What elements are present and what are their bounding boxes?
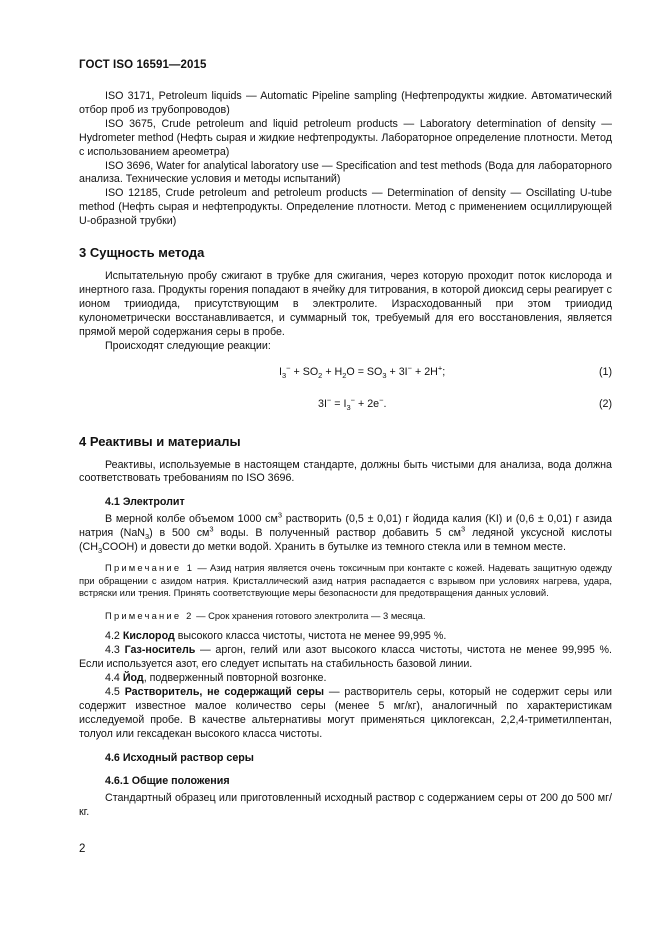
reference-item: ISO 12185, Crude petroleum and petroleum products — Determination of density — Oscillating U-tube method (Нефть сырая и нефтепродукты. Определение плотности. Метод с применением осциллирующей U-образной трубки): [79, 187, 612, 228]
equation-number: (2): [598, 397, 612, 410]
note-1: Примечание 1 — Азид натрия является очень токсичным при контакте с кожей. Надевать защитную одежду при обращении с азидом натрия. Кристаллический азид натрия распадается с взрывом при условиях нагрева, удара, встряски или трения. Принять соответствующие меры безопасности для предотвращения данных условий.: [79, 562, 612, 599]
subsection-heading: 4.6.1 Общие положения: [105, 774, 230, 787]
paragraph: Происходят следующие реакции:: [105, 339, 271, 352]
paragraph: Стандартный образец или приготовленный исходный раствор с содержанием серы от 200 до 500 мг/кг.: [79, 791, 612, 818]
reference-item: ISO 3696, Water for analytical laboratory use — Specification and test methods (Вода для лабораторного анализа. Технические условия и методы испытаний): [79, 159, 612, 186]
paragraph: Испытательную пробу сжигают в трубке для сжигания, через которую проходит поток кислорода и инертного газа. Продукты горения попадают в ячейку для титрования, в которой диоксид серы реагирует с ионом трииодида, присутствующим в электролите. Израсходованный при этом трииодид кулонометрически восстанавливается, и суммарный ток, требуемый для его восстановления, является прямой мерой содержания серы в пробе.: [79, 270, 612, 338]
page-content: [79, 90, 612, 819]
equation-2: [79, 394, 612, 418]
paragraph: 4.3 Газ-носитель — аргон, гелий или азот высокого класса чистоты, чистота не менее 99,995 %. Если используется азот, его следует испытать на стабильность базовой линии.: [79, 644, 613, 671]
paragraph: 4.2 Кислород высокого класса чистоты, чистота не менее 99,995 %.: [105, 630, 447, 643]
equation-expression: $3I^- = I_3^- + 2e^-$.: [318, 394, 387, 412]
subsection-heading: 4.1 Электролит: [105, 496, 185, 509]
paragraph: Реактивы, используемые в настоящем стандарте, должны быть чистыми для анализа, вода должна соответствовать требованиям по ISO 3696.: [79, 458, 612, 485]
equation-1: [79, 362, 612, 386]
note-2: Примечание 2 — Срок хранения готового электролита — 3 месяца.: [105, 609, 426, 621]
paragraph: 4.4 Йод, подверженный повторной возгонке.: [105, 672, 327, 685]
paragraph: В мерной колбе объемом 1000 $см^3$ растворить (0,5 ± 0,01) г йодида калия (KI) и (0,6 ± 0,01) г азида натрия (NaN$_3$) в 500 $см^3$ воды. В полученный раствор добавить 5 $см^3$ ледяной уксусной кислоты $(CH_3COOH)$ и довести до метки водой. Хранить в бутылке из темного стекла или в темном месте.: [79, 510, 612, 556]
paragraph: 4.5 Растворитель, не содержащий серы — растворитель серы, который не содержит серы или содержит известное малое количество серы (менее 5 мг/кг), аналогичный по характеристикам исследуемой пробе. В качестве альтернативы могут применяться циклогексан, 2,2,4-триметилпентан, толуол или гексадекан высокого класса чистоты.: [79, 686, 613, 740]
reference-item: ISO 3171, Petroleum liquids — Automatic Pipeline sampling (Нефтепродукты жидкие. Автоматический отбор проб из трубопроводов): [79, 90, 612, 116]
page-number: 2: [79, 843, 86, 855]
section-heading: 3 Сущность метода: [79, 245, 205, 261]
equation-number: (1): [598, 365, 612, 378]
reference-list: [79, 90, 612, 229]
section-heading: 4 Реактивы и материалы: [79, 433, 241, 449]
reference-item: ISO 3675, Crude petroleum and liquid petroleum products — Laboratory determination of density — Hydrometer method (Нефть сырая и жидкие нефтепродукты. Лабораторное определение плотности. Метод с использованием ареометра): [79, 117, 612, 158]
subsection-heading: 4.6 Исходный раствор серы: [105, 751, 254, 764]
document-header: ГОСТ ISO 16591—2015: [79, 59, 207, 71]
equation-expression: $I_3^- + SO_2 + H_2O = SO_3 + 3I^- + 2H^+$;: [279, 362, 446, 380]
